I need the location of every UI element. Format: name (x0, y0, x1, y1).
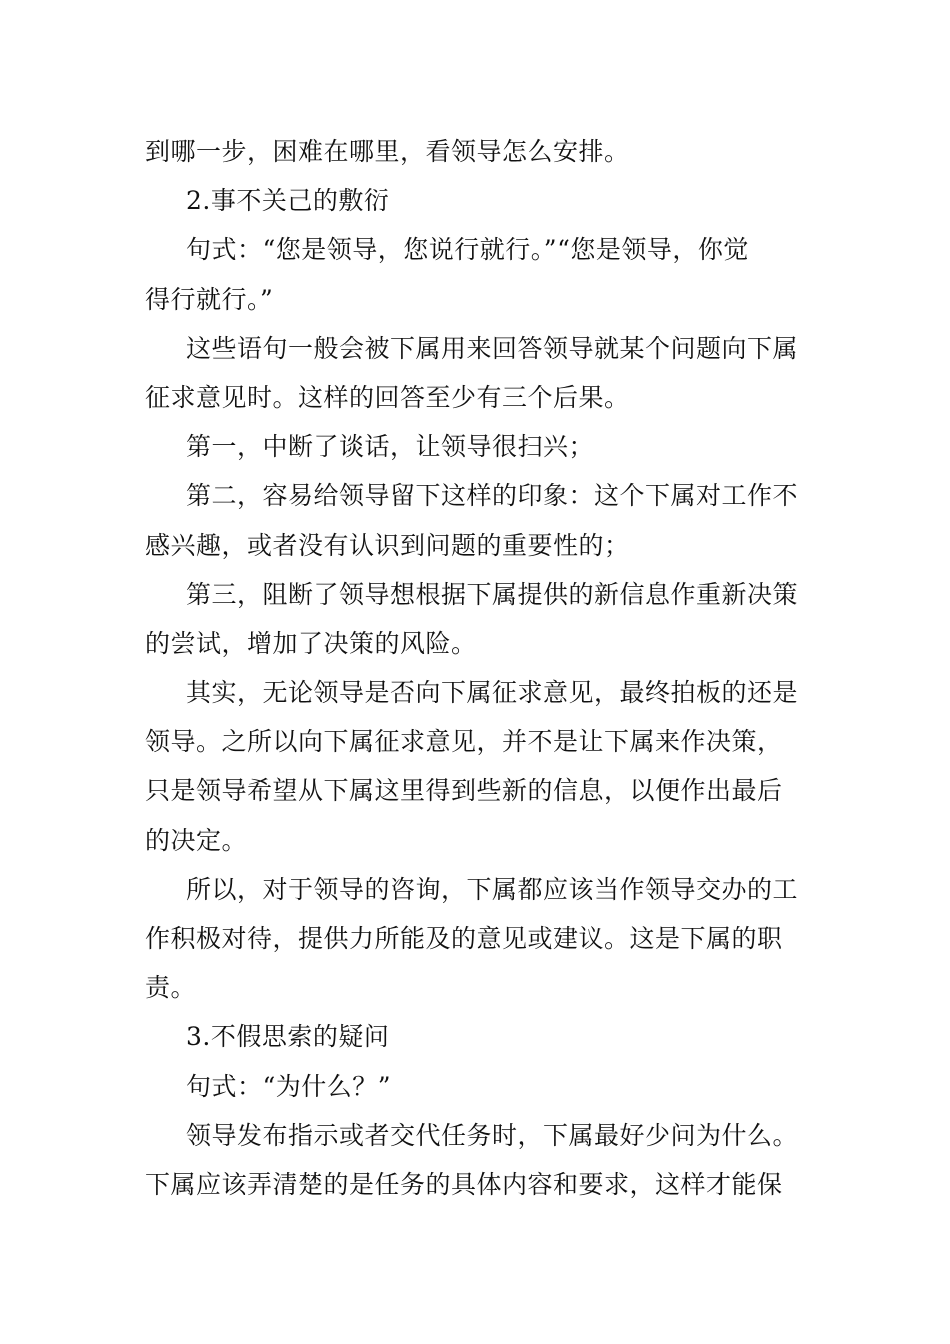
text-line: 这些语句一般会被下属用来回答领导就某个问题向下属 (186, 333, 799, 363)
text-line: 的尝试，增加了决策的风险。 (145, 628, 477, 658)
text-line: 作积极对待，提供力所能及的意见或建议。这是下属的职 (145, 924, 783, 953)
document-body (145, 127, 810, 1209)
text-line: 的决定。 (145, 825, 248, 855)
text-line: 领导。之所以向下属征求意见，并不是让下属来作决策， (145, 727, 783, 757)
text-line: 句式：“您是领导，您说行就行。”“您是领导，你觉 (186, 235, 749, 265)
text-line: 第二，容易给领导留下这样的印象：这个下属对工作不 (186, 481, 799, 511)
text-line: 到哪一步，困难在哪里，看领导怎么安排。 (145, 137, 630, 166)
text-line: 第三，阻断了领导想根据下属提供的新信息作重新决策 (186, 579, 799, 609)
text-line: 得行就行。” (145, 284, 274, 314)
text-line: 第一，中断了谈话，让领导很扫兴； (186, 432, 595, 462)
text-line: 句式：“为什么？” (186, 1071, 392, 1101)
text-line: 责。 (145, 973, 197, 1003)
text-line: 感兴趣，或者没有认识到问题的重要性的； (145, 530, 630, 560)
text-line: 只是领导希望从下属这里得到些新的信息，以便作出最后 (145, 776, 783, 806)
text-line: 领导发布指示或者交代任务时，下属最好少问为什么。 (186, 1120, 799, 1150)
text-line: 所以，对于领导的咨询，下属都应该当作领导交办的工 (186, 874, 799, 904)
text-line: 征求意见时。这样的回答至少有三个后果。 (145, 382, 630, 412)
section-heading: 2.事不关己的敷衍 (186, 186, 390, 216)
section-heading: 3.不假思索的疑问 (186, 1022, 390, 1052)
text-line: 其实，无论领导是否向下属征求意见，最终拍板的还是 (186, 678, 799, 708)
text-line: 下属应该弄清楚的是任务的具体内容和要求，这样才能保 (145, 1169, 783, 1199)
